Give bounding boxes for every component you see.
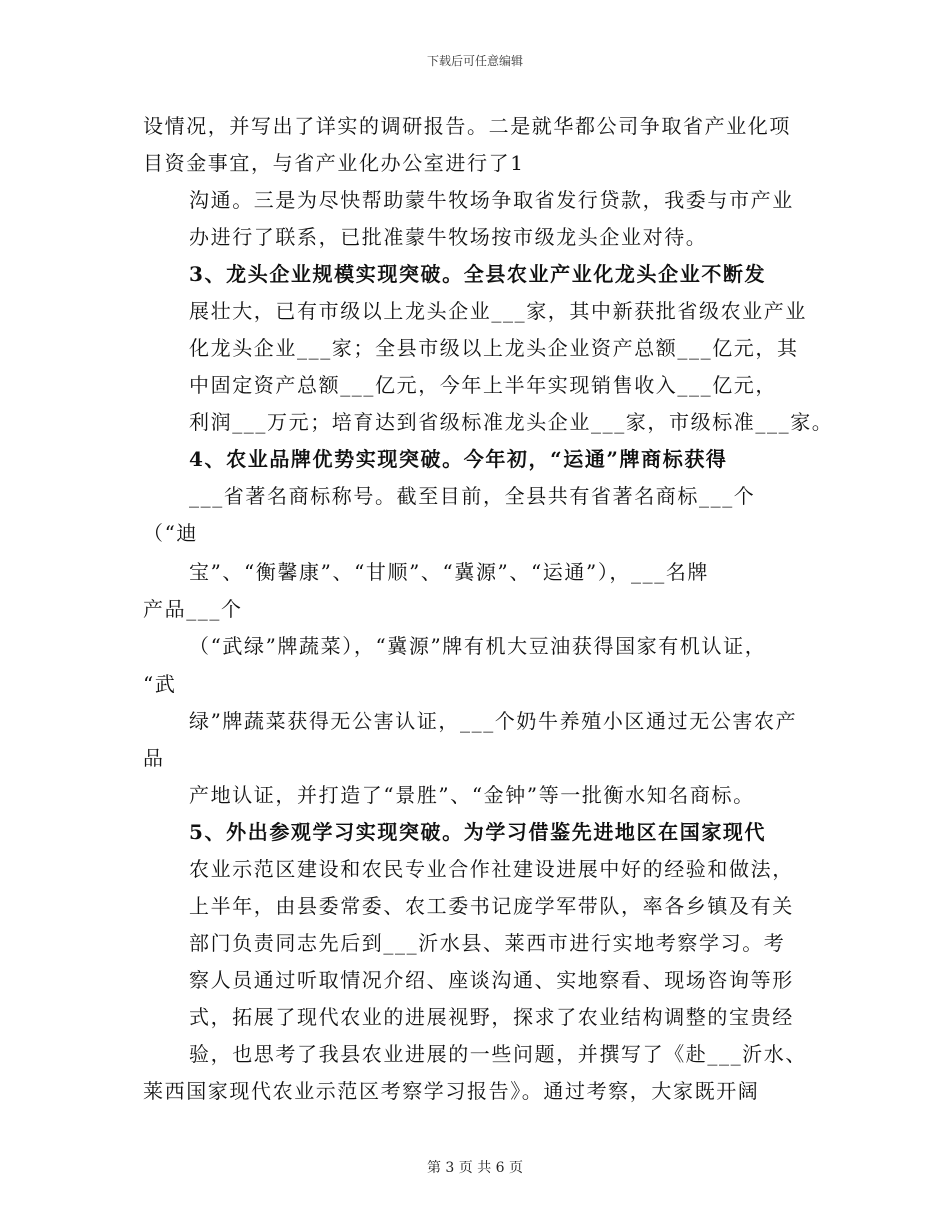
text-line: 中固定资产总额___亿元，今年上半年实现销售收入___亿元， bbox=[189, 373, 777, 397]
text-line: 上半年，由县委常委、农工委书记庞学军带队，率各乡镇及有关 bbox=[189, 894, 794, 918]
text-line: 目资金事宜，与省产业化办公室进行了1 bbox=[143, 151, 525, 175]
text-line: 莱西国家现代农业示范区考察学习报告》。通过考察，大家既开阔 bbox=[143, 1079, 760, 1103]
text-line: 设情况，并写出了详实的调研报告。二是就华都公司争取省产业化项 bbox=[143, 114, 791, 138]
text-line: 利润___万元；培育达到省级标准龙头企业___家，市级标准___家。 bbox=[189, 410, 834, 434]
text-line: （“武绿”牌蔬菜），“冀源”牌有机大豆油获得国家有机认证， bbox=[189, 634, 767, 658]
text-line: ___省著名商标称号。截至目前，全县共有省著名商标___个 bbox=[189, 484, 756, 508]
text-line: （“迪 bbox=[143, 521, 199, 545]
page-header: 下载后可任意编辑 bbox=[426, 54, 523, 68]
text-line: 办进行了联系，已批准蒙牛牧场按市级龙头企业对待。 bbox=[189, 225, 708, 249]
text-line: “武 bbox=[143, 672, 177, 696]
text-line: 品 bbox=[143, 746, 165, 770]
text-line: 展壮大，已有市级以上龙头企业___家，其中新获批省级农业产业 bbox=[189, 299, 807, 323]
text-line: 沟通。三是为尽快帮助蒙牛牧场争取省发行贷款，我委与市产业 bbox=[189, 188, 794, 212]
page-number: 第 3 页 共 6 页 bbox=[426, 1160, 524, 1176]
text-line: 部门负责同志先后到___沂水县、莱西市进行实地考察学习。考 bbox=[189, 931, 786, 955]
text-line: 式，拓展了现代农业的进展视野，探求了农业结构调整的宝贵经 bbox=[189, 1005, 794, 1029]
text-line: 宝”、“衡馨康”、“甘顺”、“冀源”、“运通”），___名牌 bbox=[189, 560, 710, 584]
text-line: 绿”牌蔬菜获得无公害认证，___个奶牛养殖小区通过无公害农产 bbox=[189, 709, 798, 733]
text-line: 察人员通过听取情况介绍、座谈沟通、实地察看、现场咨询等形 bbox=[189, 968, 794, 992]
section-heading: 4、农业品牌优势实现突破。今年初，“运通”牌商标获得 bbox=[189, 447, 728, 471]
text-line: 产地认证，并打造了“景胜”、“金钟”等一批衡水知名商标。 bbox=[189, 783, 755, 807]
text-line: 农业示范区建设和农民专业合作社建设进展中好的经验和做法， bbox=[189, 857, 794, 881]
text-line: 验，也思考了我县农业进展的一些问题，并撰写了《赴___沂水、 bbox=[189, 1042, 807, 1066]
section-heading: 5、外出参观学习实现突破。为学习借鉴先进地区在国家现代 bbox=[189, 820, 767, 844]
text-line: 产品___个 bbox=[143, 597, 243, 621]
text-line: 化龙头企业___家；全县市级以上龙头企业资产总额___亿元，其 bbox=[189, 336, 799, 360]
section-heading: 3、龙头企业规模实现突破。全县农业产业化龙头企业不断发 bbox=[189, 262, 767, 286]
